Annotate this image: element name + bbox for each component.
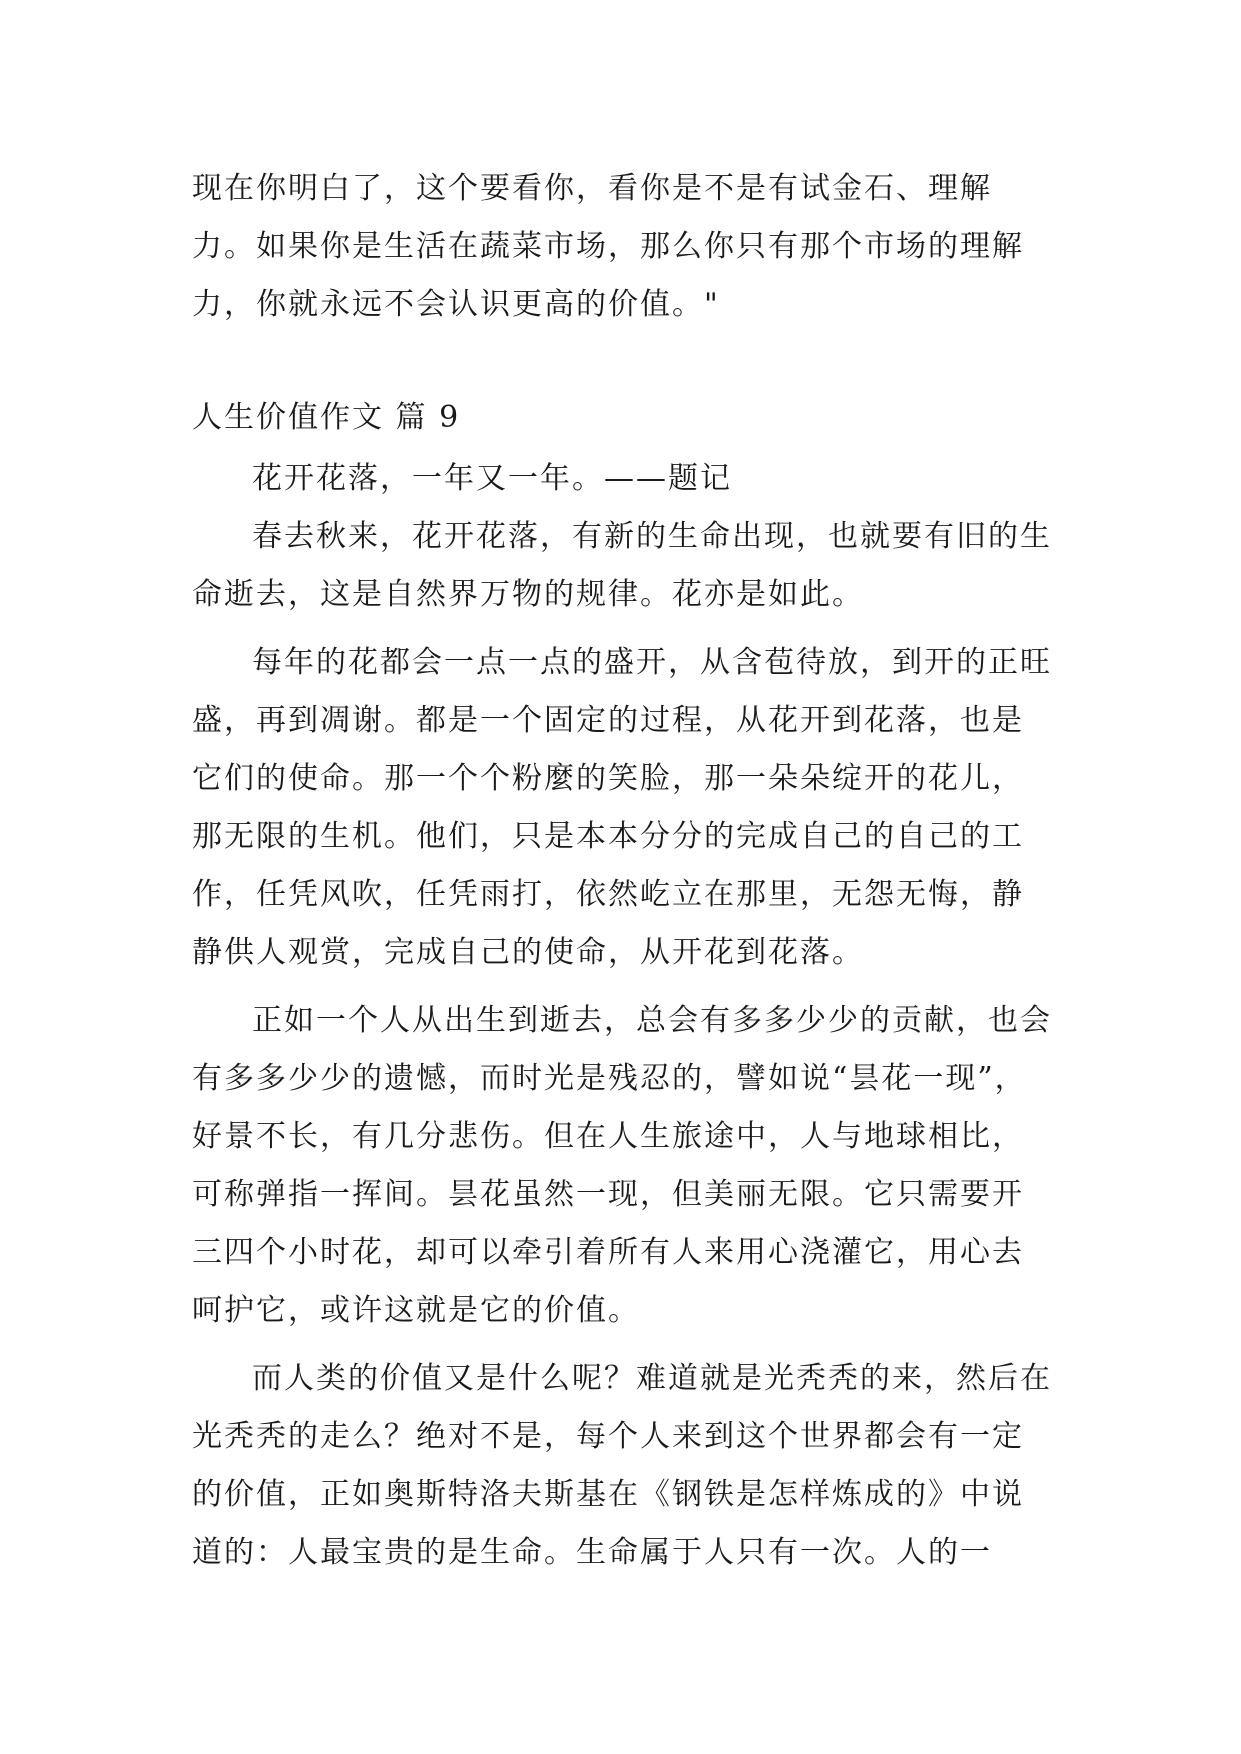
body-paragraph: 春去秋来，花开花落，有新的生命出现，也就要有旧的生命逝去，这是自然界万物的规律。花亦是如此。	[192, 519, 1052, 612]
intro-paragraph	[192, 160, 1052, 334]
body-paragraph: 正如一个人从出生到逝去，总会有多多少少的贡献，也会有多多少少的遗憾，而时光是残忍的，譬如说“昙花一现”，好景不长，有几分悲伤。但在人生旅途中，人与地球相比，可称弹指一挥间。昙花虽然一现，但美丽无限。它只需要开三四个小时花，却可以牵引着所有人来用心浇灌它，用心去呵护它，或许这就是它的价值。	[192, 1003, 1052, 1328]
intro-text: 现在你明白了，这个要看你，看你是不是有试金石、理解力。如果你是生活在蔬菜市场，那么你只有那个市场的理解力，你就永远不会认识更高的价值。"	[192, 171, 1024, 322]
epigraph-paragraph: 花开花落，一年又一年。——题记	[252, 461, 732, 496]
body-paragraph: 而人类的价值又是什么呢？难道就是光秃秃的来，然后在光秃秃的走么？绝对不是，每个人来到这个世界都会有一定的价值，正如奥斯特洛夫斯基在《钢铁是怎样炼成的》中说道的：人最宝贵的是生命。生命属于人只有一次。人的一	[192, 1361, 1052, 1570]
body-paragraph: 每年的花都会一点一点的盛开，从含苞待放，到开的正旺盛，再到凋谢。都是一个固定的过程，从花开到花落，也是它们的使命。那一个个粉麼的笑脸，那一朵朵绽开的花儿，那无限的生机。他们，只是本本分分的完成自己的自己的工作，任凭风吹，任凭雨打，依然屹立在那里，无怨无悔，静静供人观赏，完成自己的使命，从开花到花落。	[192, 645, 1052, 970]
section-title: 人生价值作文 篇 9	[192, 400, 461, 435]
article-body	[192, 450, 1052, 1582]
